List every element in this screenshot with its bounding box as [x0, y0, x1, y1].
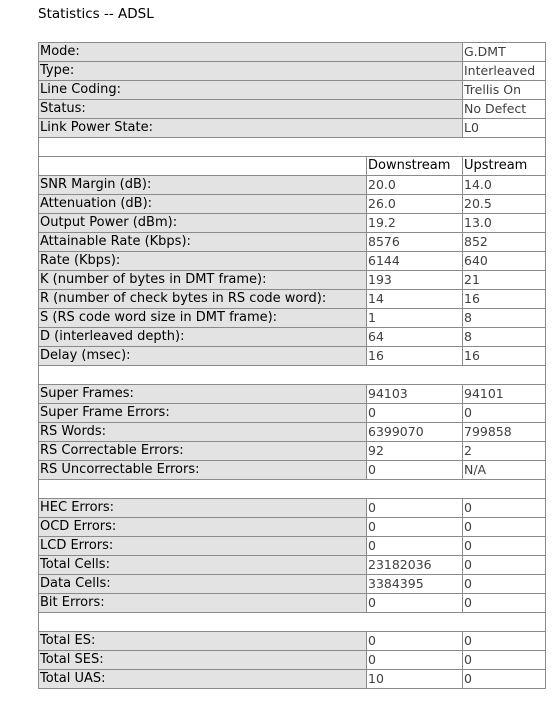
stat-row	[39, 594, 546, 613]
info-row	[39, 81, 546, 100]
stat-label: Data Cells:	[39, 575, 367, 594]
stat-row	[39, 461, 546, 480]
upstream-value: 0	[463, 537, 546, 556]
stat-label: Bit Errors:	[39, 594, 367, 613]
stat-row	[39, 309, 546, 328]
stat-row	[39, 423, 546, 442]
spacer-row	[39, 613, 546, 632]
downstream-value: 23182036	[367, 556, 463, 575]
adsl-statistics-table	[38, 42, 546, 689]
downstream-value: 6144	[367, 252, 463, 271]
stat-label: Super Frames:	[39, 385, 367, 404]
info-row	[39, 62, 546, 81]
spacer-cell	[39, 366, 546, 385]
downstream-value: 64	[367, 328, 463, 347]
downstream-value: 16	[367, 347, 463, 366]
stats-table-body	[39, 43, 546, 689]
info-label: Type:	[39, 62, 463, 81]
upstream-value: 0	[463, 651, 546, 670]
stat-label: K (number of bytes in DMT frame):	[39, 271, 367, 290]
upstream-value: 640	[463, 252, 546, 271]
column-header-row	[39, 157, 546, 176]
stat-row	[39, 442, 546, 461]
stat-row	[39, 290, 546, 309]
stat-label: Total Cells:	[39, 556, 367, 575]
downstream-value: 10	[367, 670, 463, 689]
info-row	[39, 119, 546, 138]
stat-label: Delay (msec):	[39, 347, 367, 366]
stat-label: Total ES:	[39, 632, 367, 651]
stat-label: OCD Errors:	[39, 518, 367, 537]
upstream-value: 799858	[463, 423, 546, 442]
spacer-cell	[39, 138, 546, 157]
stat-row	[39, 195, 546, 214]
spacer-cell	[39, 480, 546, 499]
downstream-value: 26.0	[367, 195, 463, 214]
downstream-value: 20.0	[367, 176, 463, 195]
stat-label: LCD Errors:	[39, 537, 367, 556]
upstream-value: 0	[463, 575, 546, 594]
spacer-cell	[39, 613, 546, 632]
stat-row	[39, 404, 546, 423]
upstream-value: 0	[463, 404, 546, 423]
stat-label: S (RS code word size in DMT frame):	[39, 309, 367, 328]
stat-row	[39, 233, 546, 252]
stat-row	[39, 575, 546, 594]
upstream-value: 16	[463, 290, 546, 309]
stat-label: Super Frame Errors:	[39, 404, 367, 423]
stat-row	[39, 670, 546, 689]
page-title: Statistics -- ADSL	[38, 6, 154, 22]
downstream-value: 0	[367, 404, 463, 423]
info-label: Mode:	[39, 43, 463, 62]
stat-row	[39, 214, 546, 233]
info-label: Link Power State:	[39, 119, 463, 138]
upstream-value: 2	[463, 442, 546, 461]
stat-row	[39, 556, 546, 575]
stat-label: D (interleaved depth):	[39, 328, 367, 347]
downstream-value: 0	[367, 537, 463, 556]
downstream-value: 8576	[367, 233, 463, 252]
stat-row	[39, 537, 546, 556]
stat-row	[39, 252, 546, 271]
upstream-value: 0	[463, 594, 546, 613]
stat-label: Total UAS:	[39, 670, 367, 689]
stat-row	[39, 632, 546, 651]
spacer-row	[39, 138, 546, 157]
stat-label: RS Correctable Errors:	[39, 442, 367, 461]
info-value: L0	[463, 119, 546, 138]
info-value: No Defect	[463, 100, 546, 119]
upstream-value: 21	[463, 271, 546, 290]
upstream-value: 8	[463, 309, 546, 328]
info-label: Line Coding:	[39, 81, 463, 100]
spacer-row	[39, 480, 546, 499]
stat-row	[39, 385, 546, 404]
info-row	[39, 43, 546, 62]
downstream-value: 0	[367, 461, 463, 480]
upstream-value: 0	[463, 499, 546, 518]
downstream-value: 92	[367, 442, 463, 461]
stat-label: R (number of check bytes in RS code word):	[39, 290, 367, 309]
downstream-value: 19.2	[367, 214, 463, 233]
downstream-value: 0	[367, 651, 463, 670]
stat-row	[39, 347, 546, 366]
upstream-value: N/A	[463, 461, 546, 480]
stat-row	[39, 518, 546, 537]
upstream-value: 0	[463, 556, 546, 575]
downstream-value: 0	[367, 518, 463, 537]
upstream-value: 0	[463, 670, 546, 689]
stat-label: Rate (Kbps):	[39, 252, 367, 271]
downstream-value: 193	[367, 271, 463, 290]
stat-label: RS Words:	[39, 423, 367, 442]
stat-label: RS Uncorrectable Errors:	[39, 461, 367, 480]
stat-label: Attainable Rate (Kbps):	[39, 233, 367, 252]
upstream-value: 0	[463, 518, 546, 537]
upstream-value: 20.5	[463, 195, 546, 214]
upstream-value: 0	[463, 632, 546, 651]
stat-row	[39, 271, 546, 290]
downstream-value: 0	[367, 632, 463, 651]
upstream-header: Upstream	[463, 157, 546, 176]
header-blank	[39, 157, 367, 176]
downstream-value: 94103	[367, 385, 463, 404]
downstream-value: 6399070	[367, 423, 463, 442]
info-value: Interleaved	[463, 62, 546, 81]
upstream-value: 13.0	[463, 214, 546, 233]
upstream-value: 94101	[463, 385, 546, 404]
upstream-value: 14.0	[463, 176, 546, 195]
info-value: Trellis On	[463, 81, 546, 100]
info-label: Status:	[39, 100, 463, 119]
stat-row	[39, 328, 546, 347]
stat-row	[39, 499, 546, 518]
stat-label: HEC Errors:	[39, 499, 367, 518]
stat-label: Output Power (dBm):	[39, 214, 367, 233]
downstream-value: 0	[367, 499, 463, 518]
upstream-value: 852	[463, 233, 546, 252]
stat-row	[39, 651, 546, 670]
stat-label: SNR Margin (dB):	[39, 176, 367, 195]
downstream-value: 1	[367, 309, 463, 328]
downstream-value: 14	[367, 290, 463, 309]
spacer-row	[39, 366, 546, 385]
stat-label: Total SES:	[39, 651, 367, 670]
stat-row	[39, 176, 546, 195]
downstream-value: 0	[367, 594, 463, 613]
downstream-header: Downstream	[367, 157, 463, 176]
info-row	[39, 100, 546, 119]
upstream-value: 16	[463, 347, 546, 366]
info-value: G.DMT	[463, 43, 546, 62]
upstream-value: 8	[463, 328, 546, 347]
stat-label: Attenuation (dB):	[39, 195, 367, 214]
downstream-value: 3384395	[367, 575, 463, 594]
